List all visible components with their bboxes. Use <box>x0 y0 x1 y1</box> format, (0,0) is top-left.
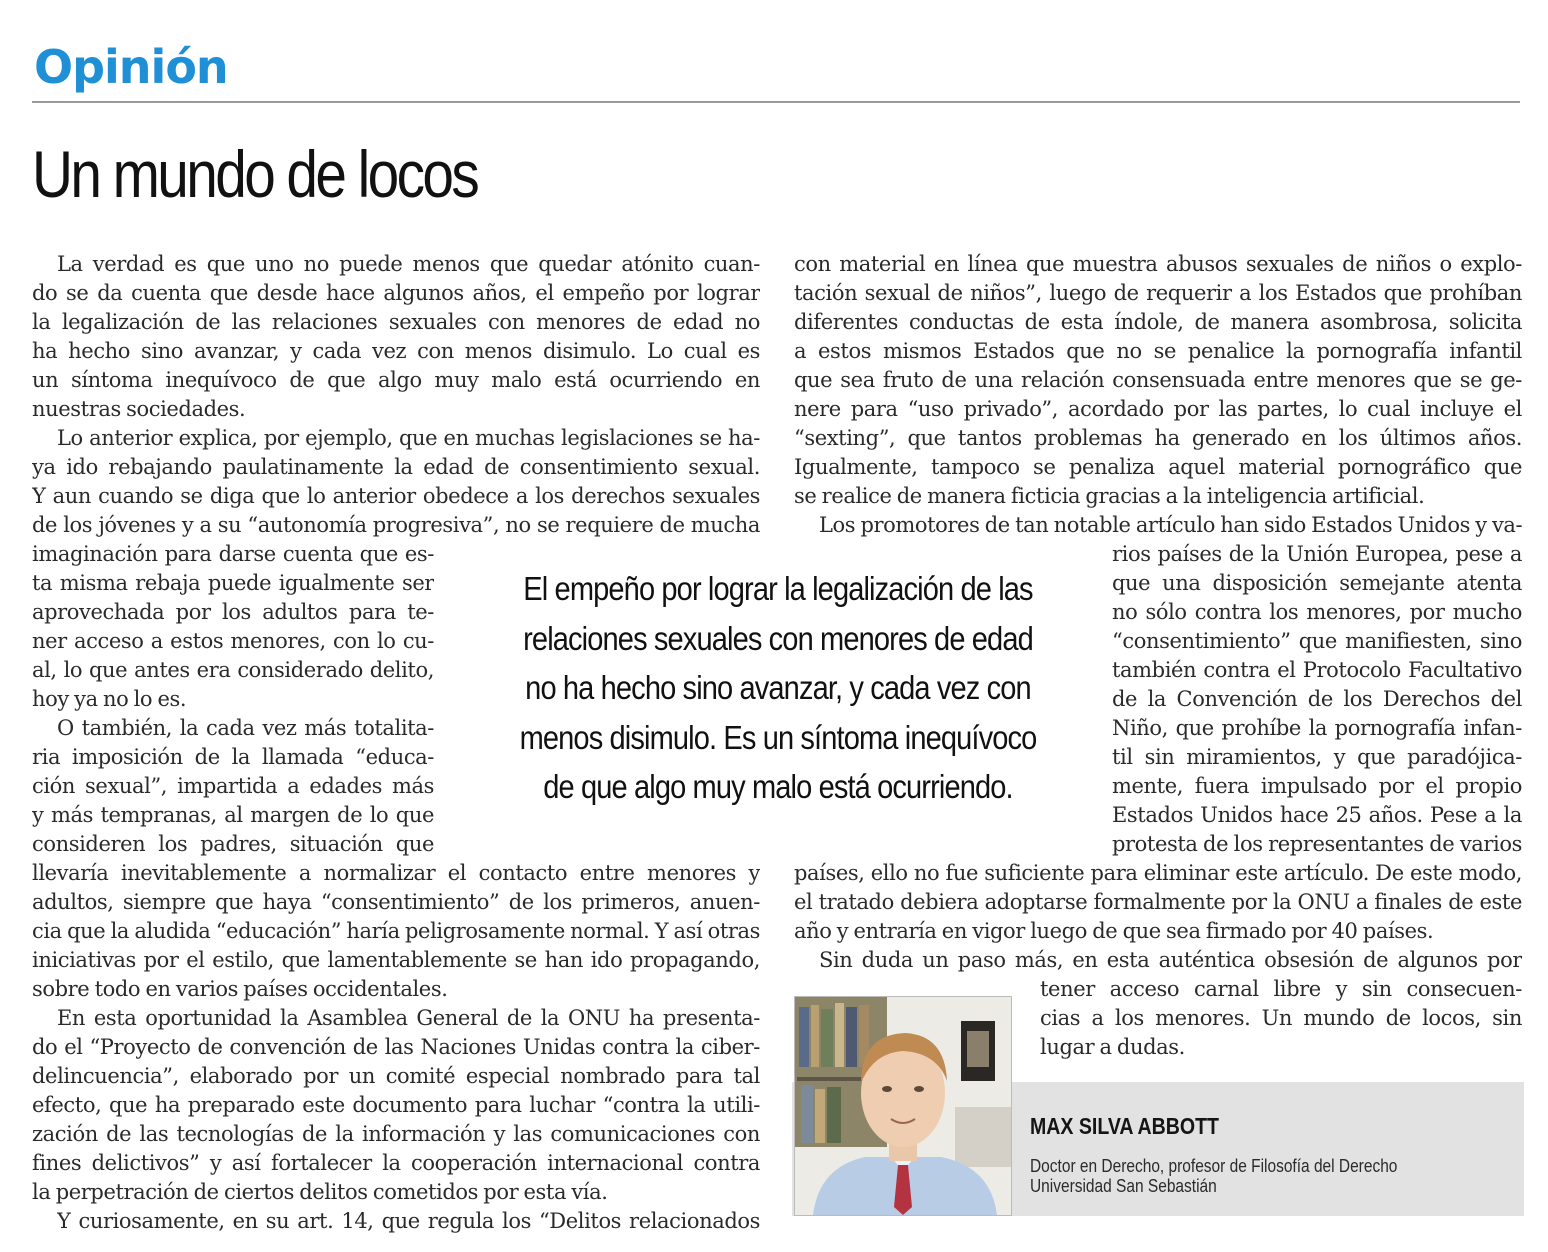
body-line: que una disposición semejante atenta <box>1112 571 1522 595</box>
body-line: adultos, siempre que haya “consentimiento” de los primeros, anuen- <box>32 890 760 914</box>
body-line: Igualmente, tampoco se penaliza aquel material pornográfico que <box>794 455 1522 479</box>
section-title: Opinión <box>34 40 228 94</box>
body-line: hoy ya no lo es. <box>32 687 187 711</box>
body-line: con material en línea que muestra abusos sexuales de niños o explo- <box>794 252 1522 276</box>
body-line: a estos mismos Estados que no se penalice la pornografía infantil <box>794 339 1522 363</box>
body-line: fines delictivos” y así fortalecer la cooperación internacional contra <box>32 1151 760 1175</box>
body-line: ha hecho sino avanzar, y cada vez con menos disimulo. Lo cual es <box>32 339 760 363</box>
body-line: do el “Proyecto de convención de las Naciones Unidas contra la ciber- <box>32 1035 760 1059</box>
body-line: ya ido rebajando paulatinamente la edad de consentimiento sexual. <box>32 455 760 479</box>
body-line: el tratado debiera adoptarse formalmente por la ONU a finales de este <box>794 890 1522 914</box>
body-line: año y entraría en vigor luego de que sea firmado por 40 países. <box>794 919 1434 943</box>
body-line: delincuencia”, elaborado por un comité especial nombrado para tal <box>32 1064 760 1088</box>
body-line: iniciativas por el estilo, que lamentablemente se han ido propagando, <box>32 948 760 972</box>
author-bio: Doctor en Derecho, profesor de Filosofía del Derecho <box>1030 1156 1398 1176</box>
body-line: ria imposición de la llamada “educa- <box>32 745 434 769</box>
section-divider <box>32 101 1520 103</box>
body-line: nere para “uso privado”, acordado por las partes, lo cual incluye el <box>794 397 1522 421</box>
body-line: “consentimiento” que manifiesten, sino <box>1112 629 1522 653</box>
body-line: y más tempranas, al margen de lo que <box>32 803 434 827</box>
body-line: “sexting”, que tantos problemas ha generado en los últimos años. <box>794 426 1522 450</box>
author-affiliation: Universidad San Sebastián <box>1030 1176 1217 1196</box>
body-line: O también, la cada vez más totalita- <box>57 716 434 740</box>
body-line: Y aun cuando se diga que lo anterior obedece a los derechos sexuales <box>32 484 760 508</box>
body-line: sobre todo en varios países occidentales. <box>32 977 448 1001</box>
headline: Un mundo de locos <box>32 137 478 211</box>
body-line: la perpetración de ciertos delitos cometidos por esta vía. <box>32 1180 608 1204</box>
body-line: que sea fruto de una relación consensuada entre menores que se ge- <box>794 368 1522 392</box>
body-line: protesta de los representantes de varios <box>1112 832 1522 856</box>
body-line: ner acceso a estos menores, con lo cu- <box>32 629 434 653</box>
body-line: de la Convención de los Derechos del <box>1112 687 1522 711</box>
body-line: La verdad es que uno no puede menos que quedar atónito cuan- <box>57 252 760 276</box>
body-line: también contra el Protocolo Facultativo <box>1112 658 1522 682</box>
body-line: Y curiosamente, en su art. 14, que regula los “Delitos relacionados <box>57 1209 760 1233</box>
body-line: llevaría inevitablemente a normalizar el contacto entre menores y <box>32 861 760 885</box>
body-line: cias a los menores. Un mundo de locos, sin <box>1040 1006 1522 1030</box>
body-line: Estados Unidos hace 25 años. Pese a la <box>1112 803 1522 827</box>
body-line: se realice de manera ficticia gracias a la inteligencia artificial. <box>794 484 1425 508</box>
body-line: efecto, que ha preparado este documento para luchar “contra la utili- <box>32 1093 760 1117</box>
body-line: aprovechada por los adultos para te- <box>32 600 434 624</box>
body-line: lugar a dudas. <box>1040 1035 1185 1059</box>
author-photo <box>794 996 1012 1216</box>
body-line: consideren los padres, situación que <box>32 832 434 856</box>
body-line: zación de las tecnologías de la información y las comunicaciones con <box>32 1122 760 1146</box>
body-line: tación sexual de niños”, luego de requerir a los Estados que prohíban <box>794 281 1522 305</box>
body-line: de los jóvenes y a su “autonomía progresiva”, no se requiere de mucha <box>32 513 760 537</box>
body-line: no sólo contra los menores, por mucho <box>1112 600 1522 624</box>
body-line: diferentes conductas de esta índole, de manera asombrosa, solicita <box>794 310 1522 334</box>
pull-quote: El empeño por lograr la legalización de las relaciones sexuales con menores de edad no ha hecho sino avanzar, y cada vez con menos disimulo. Es un síntoma inequívoco de que algo muy malo está ocurriendo. <box>519 570 1037 805</box>
body-line: tener acceso carnal libre y sin consecuen- <box>1040 977 1522 1001</box>
body-line: En esta oportunidad la Asamblea General de la ONU ha presenta- <box>57 1006 760 1030</box>
body-line: un síntoma inequívoco de que algo muy malo está ocurriendo en <box>32 368 760 392</box>
body-line: nuestras sociedades. <box>32 397 246 421</box>
body-line: al, lo que antes era considerado delito, <box>32 658 434 682</box>
body-line: Lo anterior explica, por ejemplo, que en muchas legislaciones se ha- <box>57 426 760 450</box>
author-name: MAX SILVA ABBOTT <box>1030 1113 1219 1139</box>
body-line: países, ello no fue suficiente para eliminar este artículo. De este modo, <box>794 861 1522 885</box>
body-line: do se da cuenta que desde hace algunos años, el empeño por lograr <box>32 281 760 305</box>
body-line: ción sexual”, impartida a edades más <box>32 774 434 798</box>
body-line: cia que la aludida “educación” haría peligrosamente normal. Y así otras <box>32 919 760 943</box>
body-line: rios países de la Unión Europea, pese a <box>1112 542 1522 566</box>
body-line: mente, fuera impulsado por el propio <box>1112 774 1522 798</box>
body-line: til sin miramientos, y que paradójica- <box>1112 745 1522 769</box>
body-line: Niño, que prohíbe la pornografía infan- <box>1112 716 1522 740</box>
body-line: imaginación para darse cuenta que es- <box>32 542 434 566</box>
body-line: Los promotores de tan notable artículo han sido Estados Unidos y va- <box>819 513 1522 537</box>
body-line: Sin duda un paso más, en esta auténtica obsesión de algunos por <box>819 948 1522 972</box>
body-line: ta misma rebaja puede igualmente ser <box>32 571 434 595</box>
body-line: la legalización de las relaciones sexuales con menores de edad no <box>32 310 760 334</box>
